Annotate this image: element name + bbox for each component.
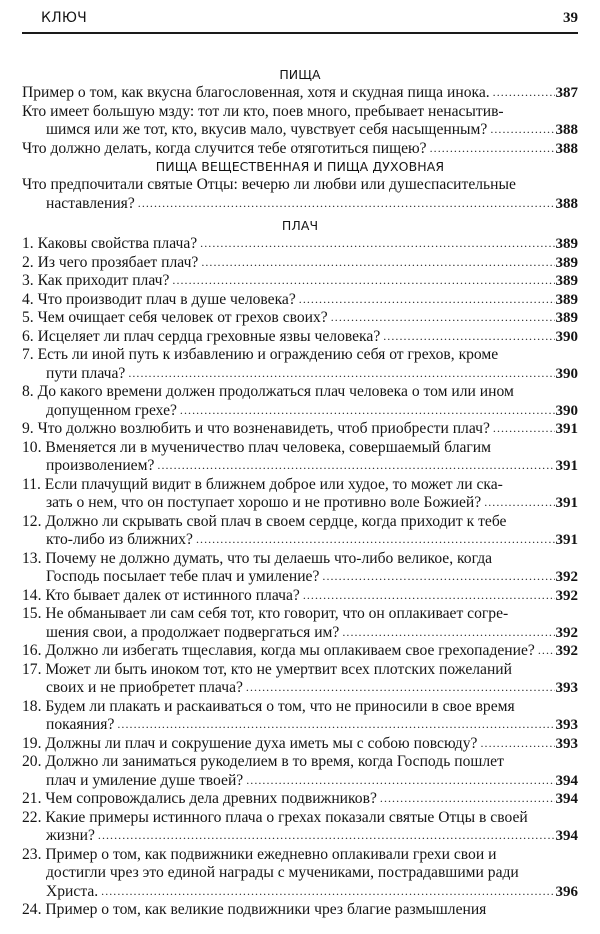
index-entry[interactable]: [22, 587, 578, 606]
entry-line: [22, 531, 578, 550]
entry-page-number[interactable]: 393: [555, 735, 578, 752]
entry-line: [22, 716, 578, 735]
entry-page-number[interactable]: 392: [555, 624, 578, 641]
entry-page-number[interactable]: 391: [555, 458, 578, 474]
entry-text: 17. Может ли быть иноком тот, кто не умертвит всех плотских пожеланий: [22, 660, 512, 678]
index-entry[interactable]: [22, 846, 578, 902]
entry-page-number[interactable]: 393: [555, 680, 578, 696]
dot-leader: [246, 678, 555, 697]
entry-line: [22, 901, 578, 920]
entry-line: [22, 735, 578, 754]
entry-text: своих и не приобретет плача?: [46, 679, 243, 696]
entry-text: 3. Как приходит плач?: [22, 272, 170, 289]
entry-line: [22, 346, 578, 365]
entry-line: [22, 383, 578, 402]
entry-text: Господь посылает тебе плач и умиление?: [46, 568, 320, 585]
entry-text: Христа.: [46, 882, 99, 900]
entry-text: 7. Есть ли иной путь к избавлению и ограждению себя от грехов, кроме: [22, 346, 499, 363]
entry-page-number[interactable]: 389: [555, 273, 578, 289]
entry-text: 21. Чем сопровождались дела древних подвижников?: [22, 790, 377, 807]
entry-page-number[interactable]: 396: [555, 883, 578, 900]
entry-line: [22, 365, 578, 384]
entry-page-number[interactable]: 388: [555, 122, 578, 138]
entry-line: [22, 176, 578, 195]
dot-leader: [246, 771, 554, 790]
page-number: 39: [563, 10, 578, 26]
entry-line: [22, 772, 578, 791]
dot-leader: [538, 641, 555, 660]
entry-line: [22, 679, 578, 698]
dot-leader: [172, 271, 554, 290]
entry-text: 9. Что должно возлюбить и что возненавидеть, чтоб приобрести плач?: [22, 420, 490, 437]
dot-leader: [98, 826, 555, 845]
entry-text: 10. Вменяется ли в мученичество плач человека, совершаемый благим: [22, 438, 492, 456]
index-entry[interactable]: [22, 513, 578, 550]
entry-page-number[interactable]: 394: [555, 791, 578, 807]
entry-text: достигли чрез это единой награды с мучениками, пострадавшими ради: [46, 864, 519, 881]
entry-text: Пример о том, как вкусна благословенная, хотя и скудная пища инока.: [22, 84, 490, 101]
entry-line: [22, 846, 578, 865]
dot-leader: [383, 327, 554, 346]
index-entry[interactable]: [22, 235, 578, 254]
entry-line: [22, 103, 578, 122]
entry-text: шения свои, а продолжает подвергаться им?: [46, 623, 340, 641]
dot-leader: [342, 623, 554, 642]
index-entry[interactable]: [22, 605, 578, 642]
section-title: ПЛАЧ: [281, 218, 319, 233]
index-entry[interactable]: [22, 901, 578, 920]
running-head: КЛЮЧ: [41, 10, 87, 26]
index-entry[interactable]: [22, 420, 578, 439]
entry-text: 15. Не обманывает ли сам себя тот, кто говорит, что он оплакивает согре-: [22, 605, 509, 622]
entry-text: зать о нем, что он поступает хорошо и не противно воле Божией?: [46, 494, 482, 511]
entry-text: 12. Должно ли скрывать свой плач в своем сердце, когда приходит к тебе: [22, 512, 507, 530]
entry-text: 22. Какие примеры истинного плача о грехах показали святые Отцы в своей: [22, 808, 528, 826]
index-entry[interactable]: [22, 254, 578, 273]
index-entry[interactable]: [22, 140, 578, 159]
index-entry[interactable]: [22, 698, 578, 735]
entry-page-number[interactable]: 393: [555, 717, 578, 733]
index-entry[interactable]: [22, 476, 578, 513]
index-entry[interactable]: [22, 790, 578, 809]
entry-text: 24. Пример о том, как великие подвижники чрез благие размышления: [22, 901, 487, 918]
entry-page-number[interactable]: 392: [555, 643, 578, 659]
dot-leader: [196, 530, 555, 549]
entry-line: [22, 420, 578, 439]
entry-page-number[interactable]: 392: [555, 587, 578, 604]
dot-leader: [493, 419, 555, 438]
index-entry[interactable]: [22, 291, 578, 310]
entry-text: Что должно делать, когда случится тебе отяготиться пищею?: [22, 139, 427, 157]
entry-text: произволением?: [46, 457, 155, 474]
dot-leader: [490, 120, 554, 139]
entry-line: [22, 402, 578, 421]
dot-leader: [430, 139, 555, 158]
entry-line: [22, 809, 578, 828]
entry-line: [22, 272, 578, 291]
entry-line: [22, 254, 578, 273]
entry-line: [22, 309, 578, 328]
entry-line: [22, 513, 578, 532]
entry-page-number[interactable]: 389: [555, 236, 578, 252]
entry-page-number[interactable]: 389: [555, 310, 578, 326]
entry-line: [22, 864, 578, 883]
entry-page-number[interactable]: 389: [555, 254, 578, 271]
entry-text: 5. Чем очищает себя человек от грехов своих?: [22, 309, 328, 326]
entry-page-number[interactable]: 391: [555, 495, 578, 511]
dot-leader: [180, 401, 555, 420]
entry-line: [22, 439, 578, 458]
entry-line: [22, 494, 578, 513]
entry-text: шимся или же тот, кто, вкусив мало, чувствует себя насыщенным?: [46, 121, 488, 138]
entry-line: [22, 624, 578, 643]
entry-page-number[interactable]: 392: [555, 569, 578, 585]
index-section: [22, 158, 578, 213]
entry-page-number[interactable]: 394: [555, 828, 578, 844]
entry-page-number[interactable]: 394: [555, 772, 578, 789]
index-entry[interactable]: [22, 328, 578, 347]
entry-line: [22, 291, 578, 310]
index-entry[interactable]: [22, 103, 578, 140]
section-title: ПИЩА ВЕЩЕСТВЕННАЯ И ПИЩА ДУХОВНАЯ: [155, 159, 445, 174]
entry-text: 19. Должны ли плач и сокрушение духа иметь мы с собою повсюду?: [22, 734, 478, 752]
index-entry[interactable]: [22, 309, 578, 328]
entry-line: [22, 550, 578, 569]
entry-text: плач и умиление душе твоей?: [46, 771, 244, 789]
entry-line: [22, 476, 578, 495]
entry-page-number[interactable]: 391: [555, 532, 578, 548]
index-section: [22, 217, 578, 920]
entry-line: [22, 605, 578, 624]
entry-page-number[interactable]: 389: [555, 291, 578, 308]
dot-leader: [200, 234, 554, 253]
entry-text: 13. Почему не должно думать, что ты делаешь что-либо великое, когда: [22, 549, 493, 567]
dot-leader: [380, 789, 555, 808]
index-entry[interactable]: [22, 550, 578, 587]
entry-line: [22, 827, 578, 846]
entry-line: [22, 883, 578, 902]
index-entry[interactable]: [22, 661, 578, 698]
entry-page-number[interactable]: 388: [555, 140, 578, 157]
entry-text: кто-либо из ближних?: [46, 531, 193, 548]
entry-line: [22, 195, 578, 214]
entry-page-number[interactable]: 388: [555, 195, 578, 212]
entry-text: пути плача?: [46, 364, 126, 382]
entry-line: [22, 235, 578, 254]
index-entry[interactable]: [22, 439, 578, 476]
dot-leader: [101, 882, 554, 901]
index-entry[interactable]: [22, 642, 578, 661]
dot-leader: [493, 83, 555, 102]
entry-line: [22, 84, 578, 103]
index-entry[interactable]: [22, 735, 578, 754]
entry-text: 8. До какого времени должен продолжаться плач человека о том или ином: [22, 383, 514, 400]
dot-leader: [299, 290, 555, 309]
entry-text: 6. Исцеляет ли плач сердца греховные язвы человека?: [22, 327, 381, 345]
entry-text: жизни?: [46, 827, 95, 844]
dot-leader: [157, 456, 554, 475]
index-entry[interactable]: [22, 176, 578, 213]
entry-text: покаяния?: [46, 716, 115, 733]
entry-line: [22, 587, 578, 606]
index-entry[interactable]: [22, 346, 578, 383]
entry-page-number[interactable]: 391: [555, 421, 578, 437]
entry-text: 20. Должно ли заниматься рукоделием в то время, когда Господь пошлет: [22, 753, 504, 770]
entry-text: 2. Из чего прозябает плач?: [22, 253, 199, 271]
entry-text: наставления?: [46, 194, 135, 212]
entry-text: 4. Что производит плач в душе человека?: [22, 290, 296, 308]
dot-leader: [138, 194, 555, 213]
entry-text: допущенном грехе?: [46, 401, 177, 419]
entry-line: [22, 568, 578, 587]
entry-page-number[interactable]: 390: [555, 402, 578, 419]
entry-line: [22, 790, 578, 809]
section-title: ПИЩА: [279, 67, 321, 82]
dot-leader: [480, 734, 554, 753]
entry-line: [22, 328, 578, 347]
dot-leader: [322, 567, 554, 586]
entry-line: [22, 121, 578, 140]
dot-leader: [303, 586, 555, 605]
entry-text: Кто имеет большую мзду: тот ли кто, поев много, пребывает ненасытив-: [22, 102, 504, 120]
index-entry[interactable]: [22, 809, 578, 846]
header-rule: [22, 32, 578, 34]
entry-text: 1. Каковы свойства плача?: [22, 235, 198, 252]
entry-line: [22, 140, 578, 159]
index-entry[interactable]: [22, 272, 578, 291]
entry-line: [22, 457, 578, 476]
index-section: [22, 66, 578, 158]
entry-line: [22, 642, 578, 661]
index-entry[interactable]: [22, 753, 578, 790]
entry-text: 18. Будем ли плакать и раскаиваться о том, что не приносили в свое время: [22, 697, 515, 715]
entry-text: 23. Пример о том, как подвижники ежедневно оплакивали грехи свои и: [22, 845, 497, 863]
entry-page-number[interactable]: 387: [555, 85, 578, 101]
entry-line: [22, 661, 578, 680]
dot-leader: [331, 308, 555, 327]
entry-line: [22, 753, 578, 772]
entry-page-number[interactable]: 390: [555, 328, 578, 345]
dot-leader: [117, 715, 554, 734]
entry-page-number[interactable]: 390: [555, 365, 578, 382]
dot-leader: [201, 253, 554, 272]
entry-text: 11. Если плачущий видит в ближнем доброе или худое, то может ли ска-: [22, 475, 503, 493]
entry-text: Что предпочитали святые Отцы: вечерю ли любви или душеспасительные: [22, 176, 516, 193]
entry-text: 14. Кто бывает далек от истинного плача?: [22, 586, 300, 604]
dot-leader: [128, 364, 554, 383]
index-entry[interactable]: [22, 383, 578, 420]
index-entry[interactable]: [22, 84, 578, 103]
entry-text: 16. Должно ли избегать тщеславия, когда мы оплакиваем свое грехопадение?: [22, 642, 535, 659]
entry-line: [22, 698, 578, 717]
dot-leader: [484, 493, 554, 512]
